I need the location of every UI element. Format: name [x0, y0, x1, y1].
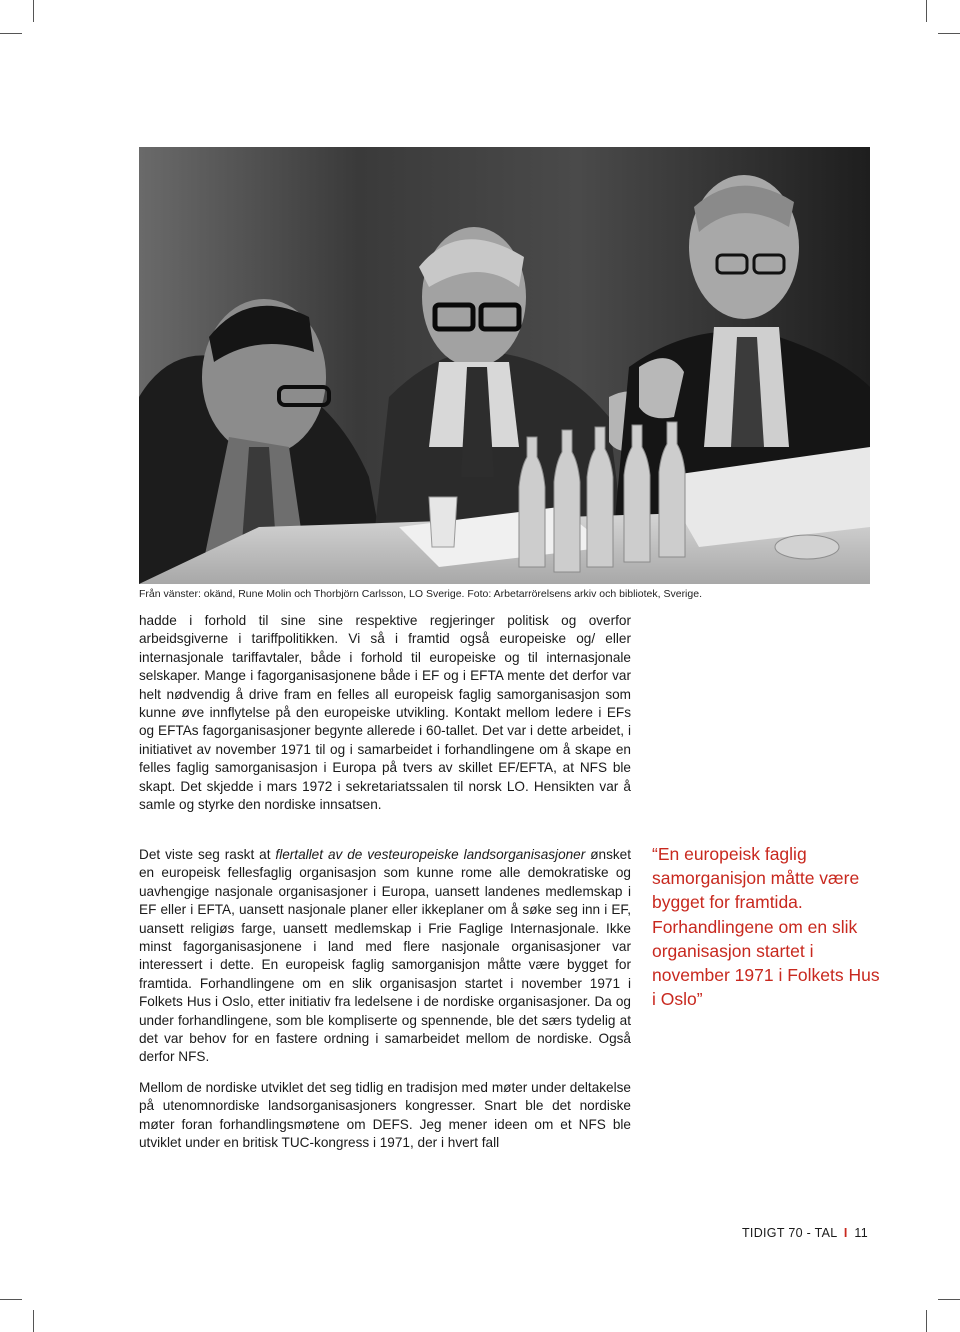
crop-mark	[0, 1299, 22, 1300]
crop-mark	[938, 33, 960, 34]
crop-mark	[926, 1310, 927, 1332]
page-footer	[742, 1225, 868, 1241]
paragraph-lead: Det viste seg raskt at	[139, 847, 276, 862]
body-paragraph	[139, 846, 631, 1067]
crop-mark	[926, 0, 927, 22]
paragraph-emphasis: flertallet av de vesteuropeiske landsorganisasjoner	[275, 847, 586, 862]
pull-quote-text: “En europeisk faglig samorganisjon måtte være bygget for framtida. Forhandlingene om en slik organisasjon startet i november 1971 i Folkets Hus i Oslo”	[652, 844, 880, 1010]
paragraph-rest: ønsket en europeisk fellesfaglig organisasjon som kunne rome alle demokratiske og uavhengige nasjonale organisasjoner i Europa, uansett landenes medlemskap i EF eller i EFTA, uansett nasjonale planer eller ikkeplaner om å søke seg inn i EF, uansett religiøs farge, uansett medlemskap i Frie Faglige Internasjonale. Ikke minst fagorganisasjonene i land med flere nasjonale organisasjoner var interessert i dette. En europeisk faglig samorganisjon måtte være bygget for framtida. Forhandlingene om en slik organisasjon startet i november 1971 i Folkets Hus i Oslo, etter initiativ fra ledelsene i de nordiske organisasjoner. Da og under forhandlingene, som ble kompliserte og spennende, ble det særs tydelig at det var behov for en fastere ordning i samarbeidet mellom de nordiske. Også derfor NFS.	[139, 847, 631, 1065]
publication-name: TIDIGT 70 - TAL	[742, 1226, 838, 1240]
crop-mark	[0, 33, 22, 34]
pull-quote	[652, 842, 882, 1011]
page-number: 11	[854, 1226, 868, 1240]
crop-mark	[33, 1310, 34, 1332]
footer-separator: I	[843, 1226, 848, 1240]
body-paragraph	[139, 1079, 631, 1153]
paragraph-text: hadde i forhold til sine sine respektive regjeringer politisk og overfor arbeidsgiverne i tariffpolitikken. Vi så i framtid også europeiske og/ eller internasjonale tariffavtaler, både i forhold til europeiske og til internasjonale selskaper. Mange i fagorganisasjonene både i EF og i EFTA mente det derfor var helt nødvendig å drive fram en felles all europeisk faglig samorganisasjon som kunne øve innflytelse på den europeiske utvikling. Kontakt mellom ledere i EFs og EFTAs fagorganisasjoner begynte allerede i 60-tallet. Det var i dette arbeidet, i initiativet av november 1971 til og i samarbeidet i forhandlingene om å skape en felles faglig samorganisasjon i Europa på tvers av skillet EF/EFTA, at NFS ble skapt. Det skjedde i mars 1972 i sekretariatssalen til norsk LO. Hensikten var å samle og styrke den nordiske innsatsen.	[139, 613, 631, 813]
paragraph-text	[139, 846, 631, 1067]
photo-caption: Från vänster: okänd, Rune Molin och Thorbjörn Carlsson, LO Sverige. Foto: Arbetarrörelsens arkiv och bibliotek, Sverige.	[139, 588, 702, 600]
crop-mark	[938, 1299, 960, 1300]
paragraph-text: Mellom de nordiske utviklet det seg tidlig en tradisjon med møter under deltakelse på utenomnordiske landsorganisasjoners kongresser. Snart ble det nordiske møter foran forhandlingsmøtene om DEFS. Jeg mener ideen om et NFS ble utviklet under en britisk TUC-kongress i 1971, der i hvert fall	[139, 1080, 631, 1151]
meeting-photo	[139, 147, 870, 584]
crop-mark	[33, 0, 34, 22]
body-paragraph	[139, 612, 631, 814]
